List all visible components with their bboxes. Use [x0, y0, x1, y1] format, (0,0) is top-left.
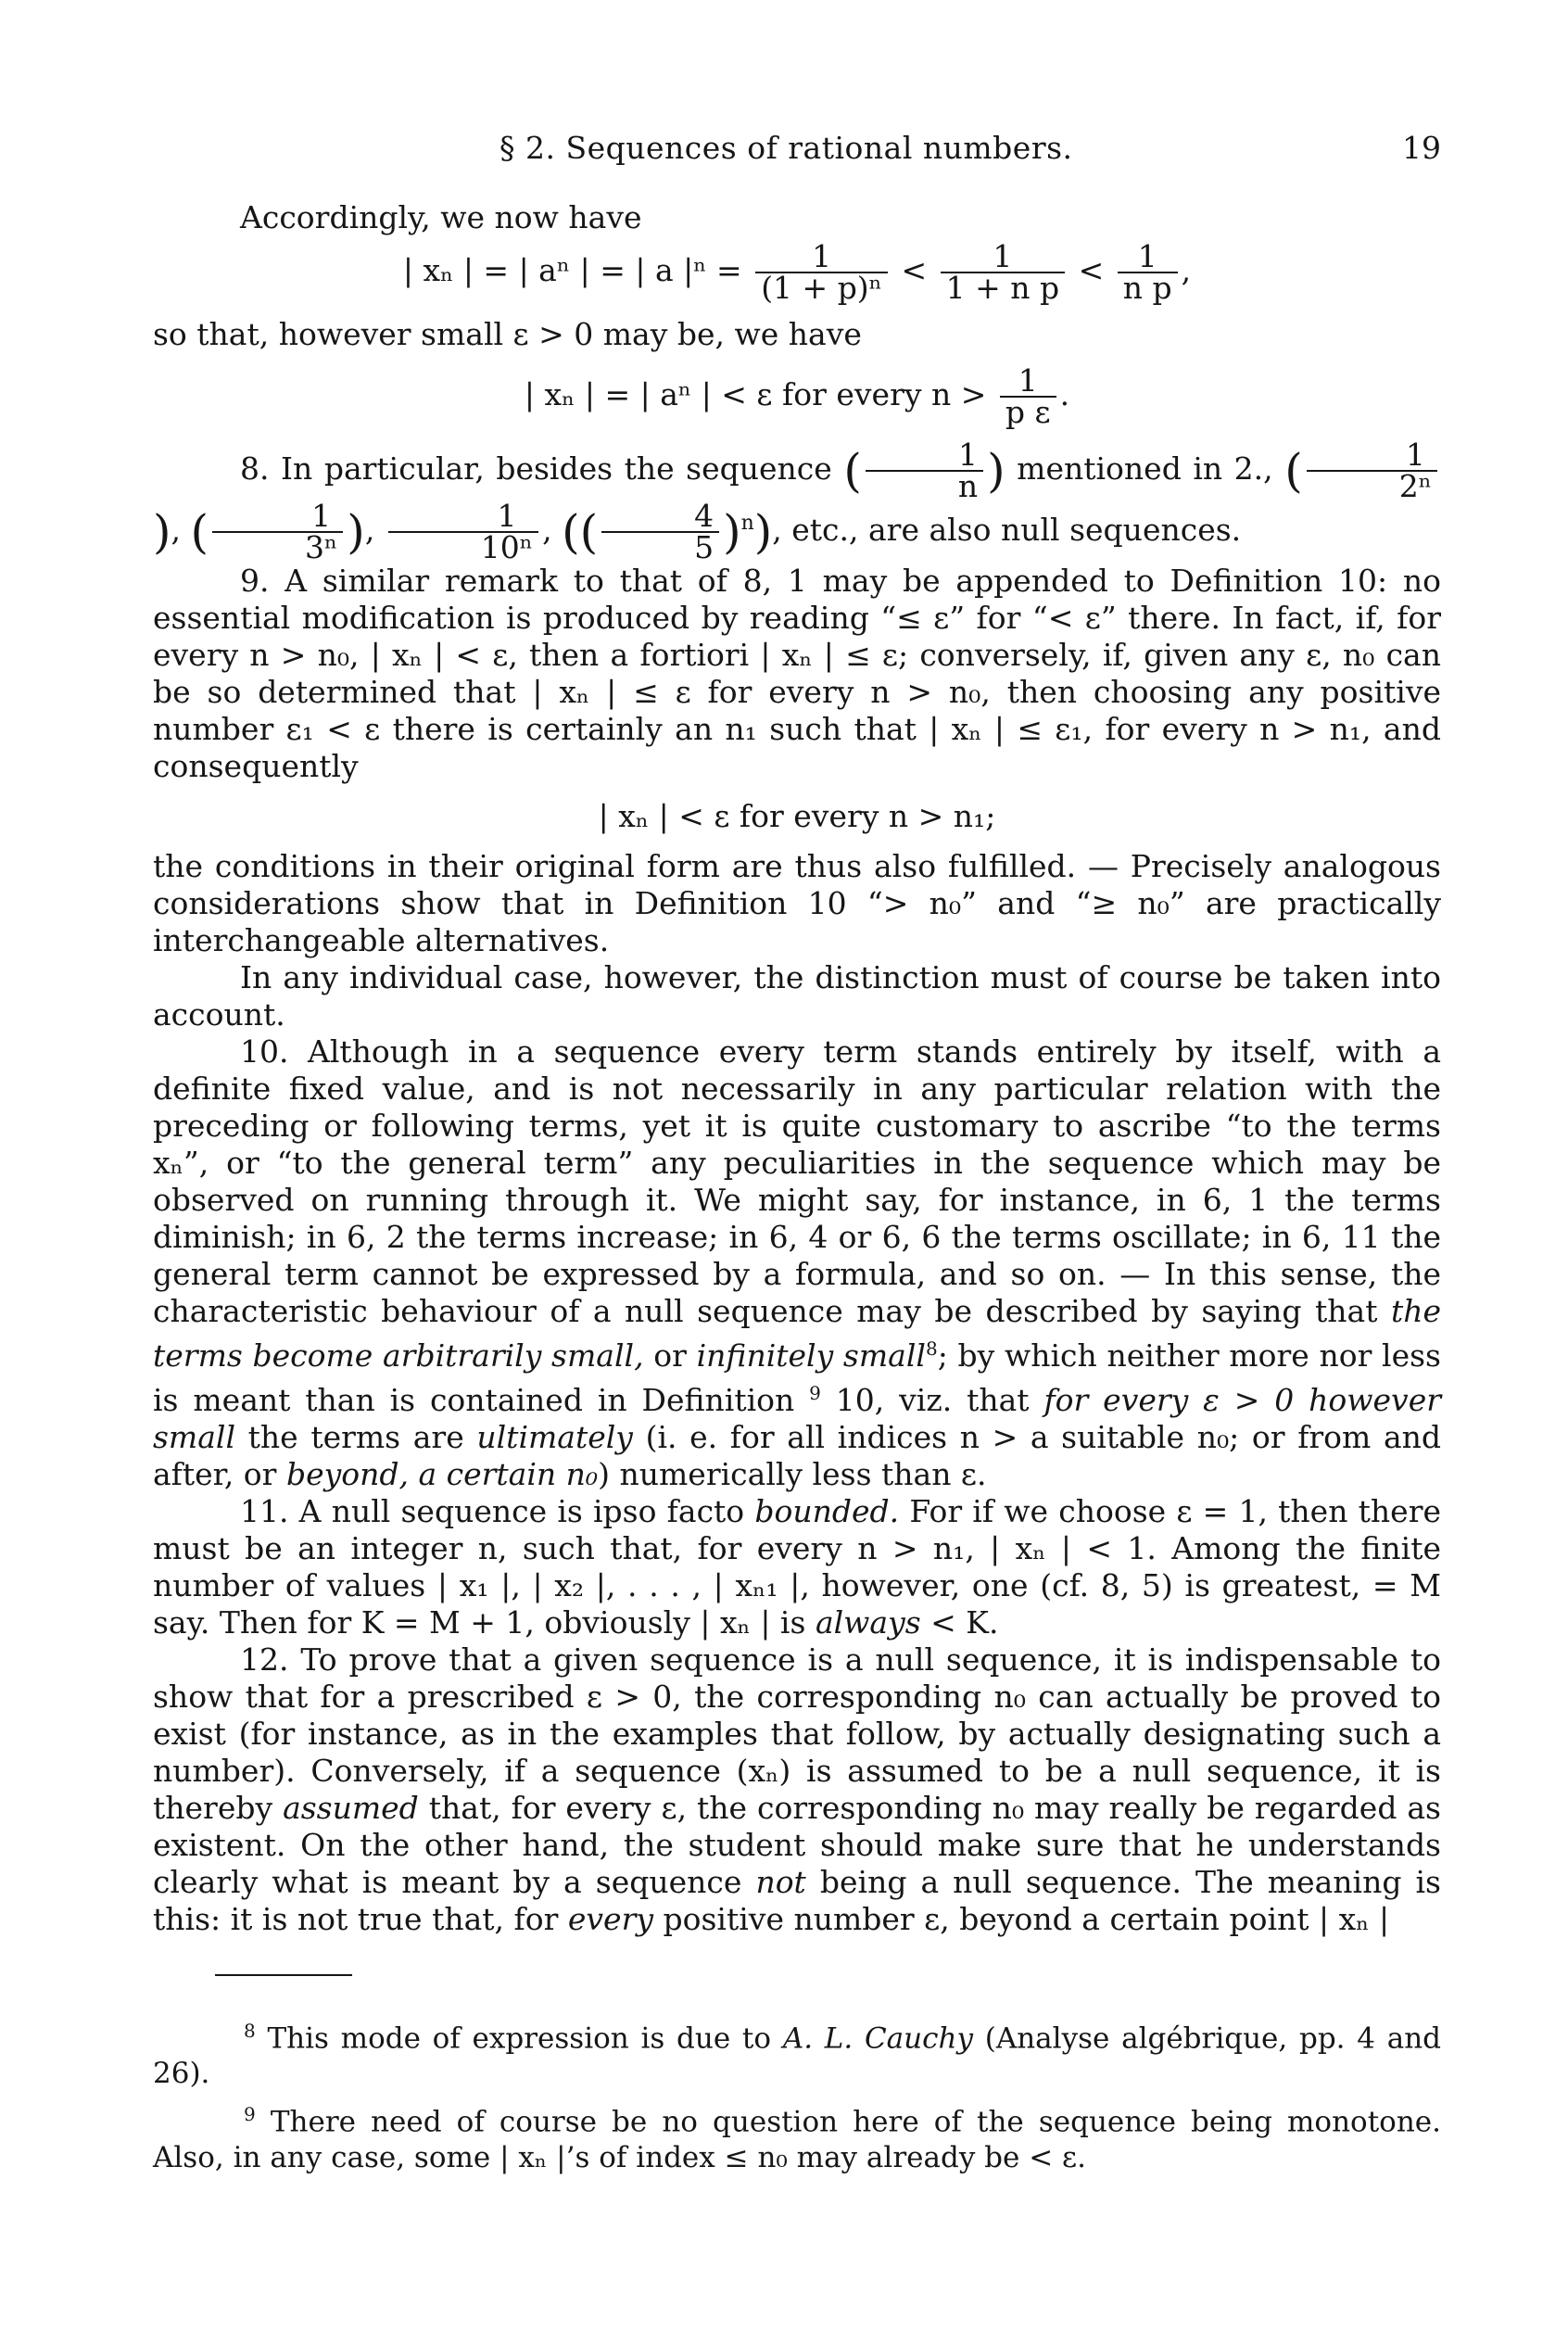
paragraph-8: 8. In particular, besides the sequence ( $\frac{1}{n}$ ) mentioned in 2., ( $\frac{1}{\text{2ⁿ}}$ ), ( $\frac{1}{\text{3ⁿ}}$ ), $\frac{1}{\text{10ⁿ}}$ , (( $\frac{4}{5}$ )$^n$), etc., are also null sequences.	[153, 440, 1441, 563]
footnote-ref-8[interactable]: 8	[925, 1337, 938, 1360]
eq1-lt-2: <	[1078, 252, 1105, 288]
eq1-lt-1: <	[901, 252, 928, 288]
paragraph-11: 11. A null sequence is ipso facto bounded. For if we choose ε = 1, then there must be an integer n, such that, for every n > n₁, | xₙ | < 1. Among the finite number of values | x₁ |, | x₂ |, . . . , | xₙ₁ |, however, one (cf. 8, 5) is greatest, = M say. Then for K = M + 1, obviously | xₙ | is always < K.	[153, 1493, 1441, 1641]
equation-3: | xₙ | < ε for every n > n₁;	[598, 798, 996, 834]
intro-line: Accordingly, we now have	[240, 199, 642, 235]
eq2-fraction: $\frac{1}{\text{p ε}}$	[1000, 366, 1056, 427]
paragraph-9: 9. A similar remark to that of 8, 1 may be appended to Definition 10: no essential modification is produced by reading “≤ ε” for “< ε” there. In fact, if, for every n > n₀, | xₙ | < ε, then a fortiori | xₙ | ≤ ε; conversely, if, given any ε, n₀ can be so determined that | xₙ | ≤ ε for every n > n₀, then choosing any positive number ε₁ < ε there is certainly an n₁ such that | xₙ | ≤ ε₁, for every n > n₁, and consequently	[153, 563, 1441, 784]
paragraph-12: 12. To prove that a given sequence is a null sequence, it is indispensable to show that for a prescribed ε > 0, the corresponding n₀ can actually be proved to exist (for instance, as in the examples that follow, by actually designating such a number). Conversely, if a sequence (xₙ) is assumed to be a null sequence, it is thereby assumed that, for every ε, the corresponding n₀ may really be regarded as existent. On the other hand, the student should make sure that he understands clearly what is meant by a sequence not being a null sequence. The meaning is this: it is not true that, for every positive number ε, beyond a certain point | xₙ |	[153, 1641, 1441, 1937]
footnotes	[153, 2013, 1441, 2181]
paragraph-10: 10. Although in a sequence every term stands entirely by itself, with a definite fixed value, and is not necessarily in any particular relation with the preceding or following terms, yet it is quite customary to ascribe “to the terms xₙ”, or “to the general term” any peculiarities in the sequence which may be observed on running through it. We might say, for instance, in 6, 1 the terms diminish; in 6, 2 the terms increase; in 6, 4 or 6, 6 the terms oscillate; in 6, 11 the general term cannot be expressed by a formula, and so on. — In this sense, the characteristic behaviour of a null sequence may be described by saying that the terms become arbitrarily small, or infinitely small$^8$; by which neither more nor less is meant than is contained in Definition $^9$ 10, viz. that for every ε > 0 however small the terms are ultimately (i. e. for all indices n > a suitable n₀; or from and after, or beyond, a certain n₀) numerically less than ε.	[153, 1033, 1442, 1492]
footnote-9: $^9$ There need of course be no question here of the sequence being monotone. Also, in any case, some | xₙ |’s of index ≤ n₀ may already be < ε.	[153, 2103, 1441, 2174]
paragraph-9-note: In any individual case, however, the distinction must of course be taken into account.	[153, 959, 1441, 1033]
p8-fraction-2: $\frac{1}{\text{2ⁿ}}$	[1307, 440, 1437, 501]
p8-fraction-5: $\frac{4}{5}$	[601, 501, 719, 563]
footnote-ref-9[interactable]: 9	[809, 1382, 821, 1404]
footnote-divider	[215, 1974, 352, 1976]
p8-fraction-3: $\frac{1}{\text{3ⁿ}}$	[212, 501, 343, 563]
running-header	[153, 130, 1441, 176]
p8-fraction-4: $\frac{1}{\text{10ⁿ}}$	[388, 501, 538, 563]
footnote-8: $^8$ This mode of expression is due to A. L. Cauchy (Analyse algébrique, pp. 4 and 26).	[153, 2020, 1442, 2091]
eq1-lhs: | xₙ | = | aⁿ | = | a |ⁿ =	[402, 252, 742, 288]
eq1-fraction-3: $\frac{1}{\text{n p}}$	[1118, 242, 1178, 303]
equation-2: | xₙ | = | aⁿ | < ε for every n > $\frac{1}{\text{p ε}}$ .	[524, 362, 1070, 430]
paragraph-9-continued: the conditions in their original form are thus also fulfilled. — Precisely analogous considerations show that in Definition 10 “> n₀” and “≥ n₀” are practically interchangeable alternatives.	[153, 848, 1441, 958]
equation-1: | xₙ | = | aⁿ | = | a |ⁿ = $\frac{1}{\text{(1 + p)ⁿ}}$ < $\frac{1}{\text{1 + n p}}$ < $\frac{1}{\text{n p}}$ ,	[402, 238, 1192, 306]
section-title: § 2. Sequences of rational numbers.	[499, 130, 1073, 166]
so-that-line: so that, however small ε > 0 may be, we have	[153, 316, 862, 352]
eq1-fraction-2: $\frac{1}{\text{1 + n p}}$	[941, 242, 1066, 303]
main-text	[153, 199, 1441, 1938]
eq1-fraction-1: $\frac{1}{\text{(1 + p)ⁿ}}$	[755, 242, 888, 303]
p8-fraction-1: $\frac{1}{n}$	[866, 440, 983, 501]
page-number: 19	[1402, 130, 1441, 166]
eq2-lhs: | xₙ | = | aⁿ | < ε for every n >	[524, 376, 987, 412]
